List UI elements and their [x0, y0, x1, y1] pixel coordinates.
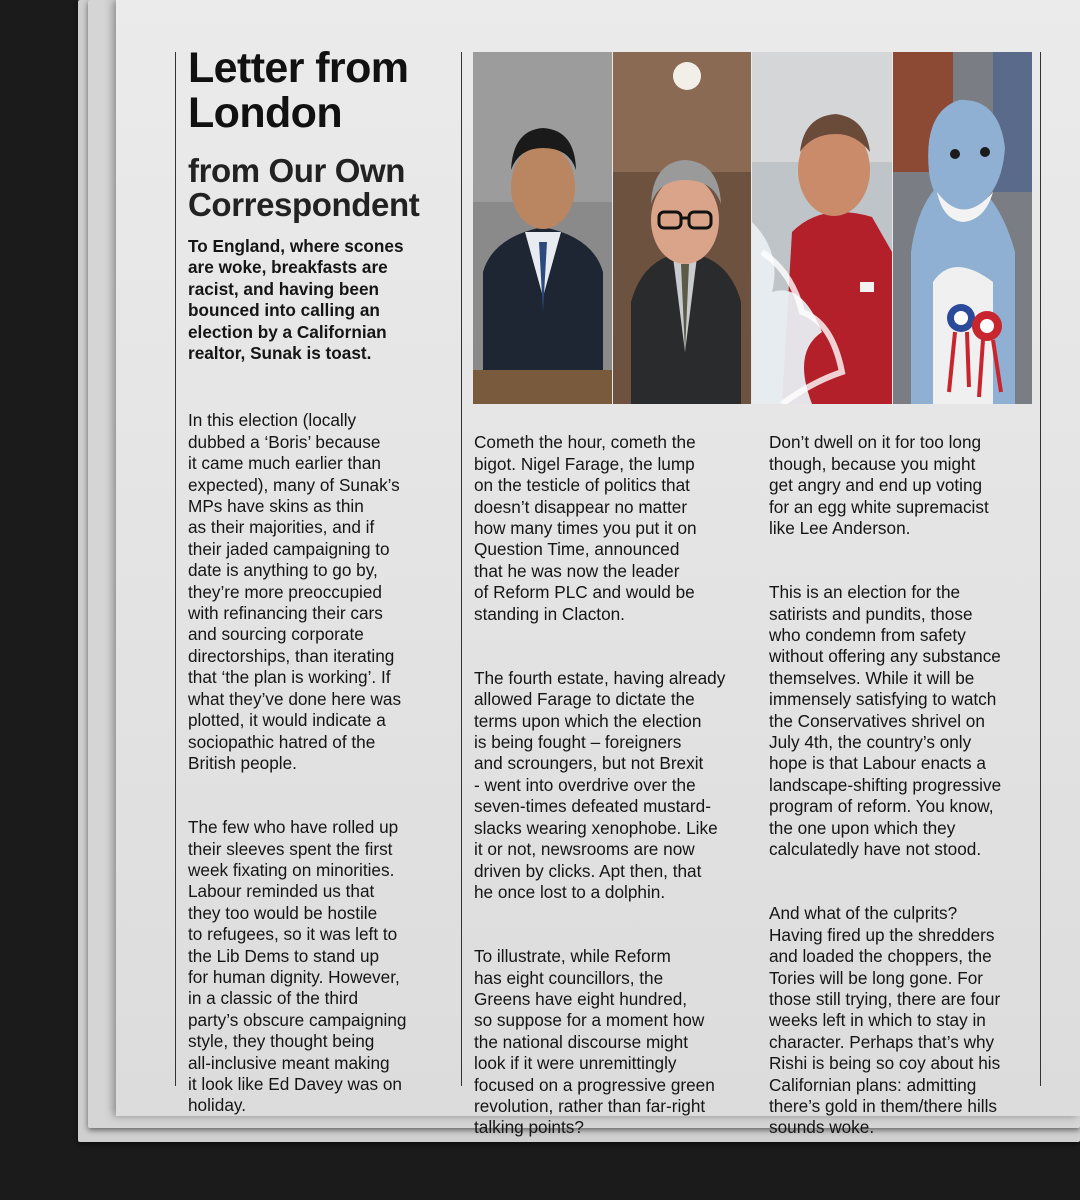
headline: Letter from London — [188, 44, 409, 137]
photo-man-at-lectern — [473, 52, 612, 404]
column-1-paragraph-2: The few who have rolled up their sleeves spent the first week fixating on minorities. Labour reminded us that they too would be hostile to refugees, so it was left to the Lib Dems to stand up for human dignity. However, in a classic of the third party’s obscure campaigning style, they thought being all-inclusive meant making it look like Ed Davey was on holiday. — [188, 817, 407, 1116]
column-3-paragraph-3: And what of the culprits? Having fired up the shredders and loaded the choppers, the Tories will be long gone. For those still trying, there are four weeks left in which to stay in character. Perhaps that’s why Rishi is being so coy about his Californian plans: admitting there’s gold in them/there hills sounds woke. — [769, 903, 1001, 1138]
column-rule-left — [175, 52, 176, 1086]
column-rule-right — [1040, 52, 1041, 1086]
column-2-paragraph-2: The fourth estate, having already allowed Farage to dictate the terms upon which the election is being fought – foreigners and scroungers, but not Brexit - went into overdrive over the seven-times defeated mustard- slacks wearing xenophobe. Like it or not, newsrooms are now driven by clicks. Apt then, that he once lost to a dolphin. — [474, 667, 726, 902]
column-3-paragraph-1: Don’t dwell on it for too long though, because you might get angry and end up voting for an egg white supremacist like Lee Anderson. — [769, 432, 989, 539]
standfirst: To England, where scones are woke, breakfasts are racist, and having been bounced into calling an election by a Californian realtor, Sunak is toast. — [188, 236, 404, 364]
photo-dolphin-mascot — [893, 52, 1032, 404]
photo-man-with-glasses — [613, 52, 751, 404]
column-rule-middle — [461, 52, 462, 1086]
column-1-paragraph-1: In this election (locally dubbed a ‘Boris’ because it came much earlier than expected), many of Sunak’s MPs have skins as thin as their majorities, and if their jaded campaigning to date is anything to go by, they’re more preoccupied with refinancing their cars and sourcing corporate directorships, than iterating that ‘the plan is working’. If what they’ve done here was plotted, it would indicate a sociopathic hatred of the British people. — [188, 410, 402, 773]
photo-man-water-splash — [752, 52, 892, 404]
subheading: from Our Own Correspondent — [188, 152, 420, 223]
article-column-2 — [474, 411, 756, 1182]
article-column-1 — [188, 389, 456, 1160]
column-3-paragraph-2: This is an election for the satirists and pundits, those who condemn from safety without offering any substance themselves. While it will be immensely satisfying to watch the Conservatives shrivel on July 4th, the country’s only hope is that Labour enacts a landscape-shifting progressive program of reform. You know, the one upon which they calculatedly have not stood. — [769, 582, 1002, 860]
column-2-paragraph-1: Cometh the hour, cometh the bigot. Nigel Farage, the lump on the testicle of politics that doesn’t disappear no matter how many times you put it on Question Time, announced that he was now the leader of Reform PLC and would be standing in Clacton. — [474, 432, 697, 624]
column-2-paragraph-3: To illustrate, while Reform has eight councillors, the Greens have eight hundred, so suppose for a moment how the national discourse might look if it were unremittingly focused on a progressive green revolution, rather than far-right talking points? — [474, 946, 715, 1138]
article-column-3 — [769, 411, 1039, 1182]
